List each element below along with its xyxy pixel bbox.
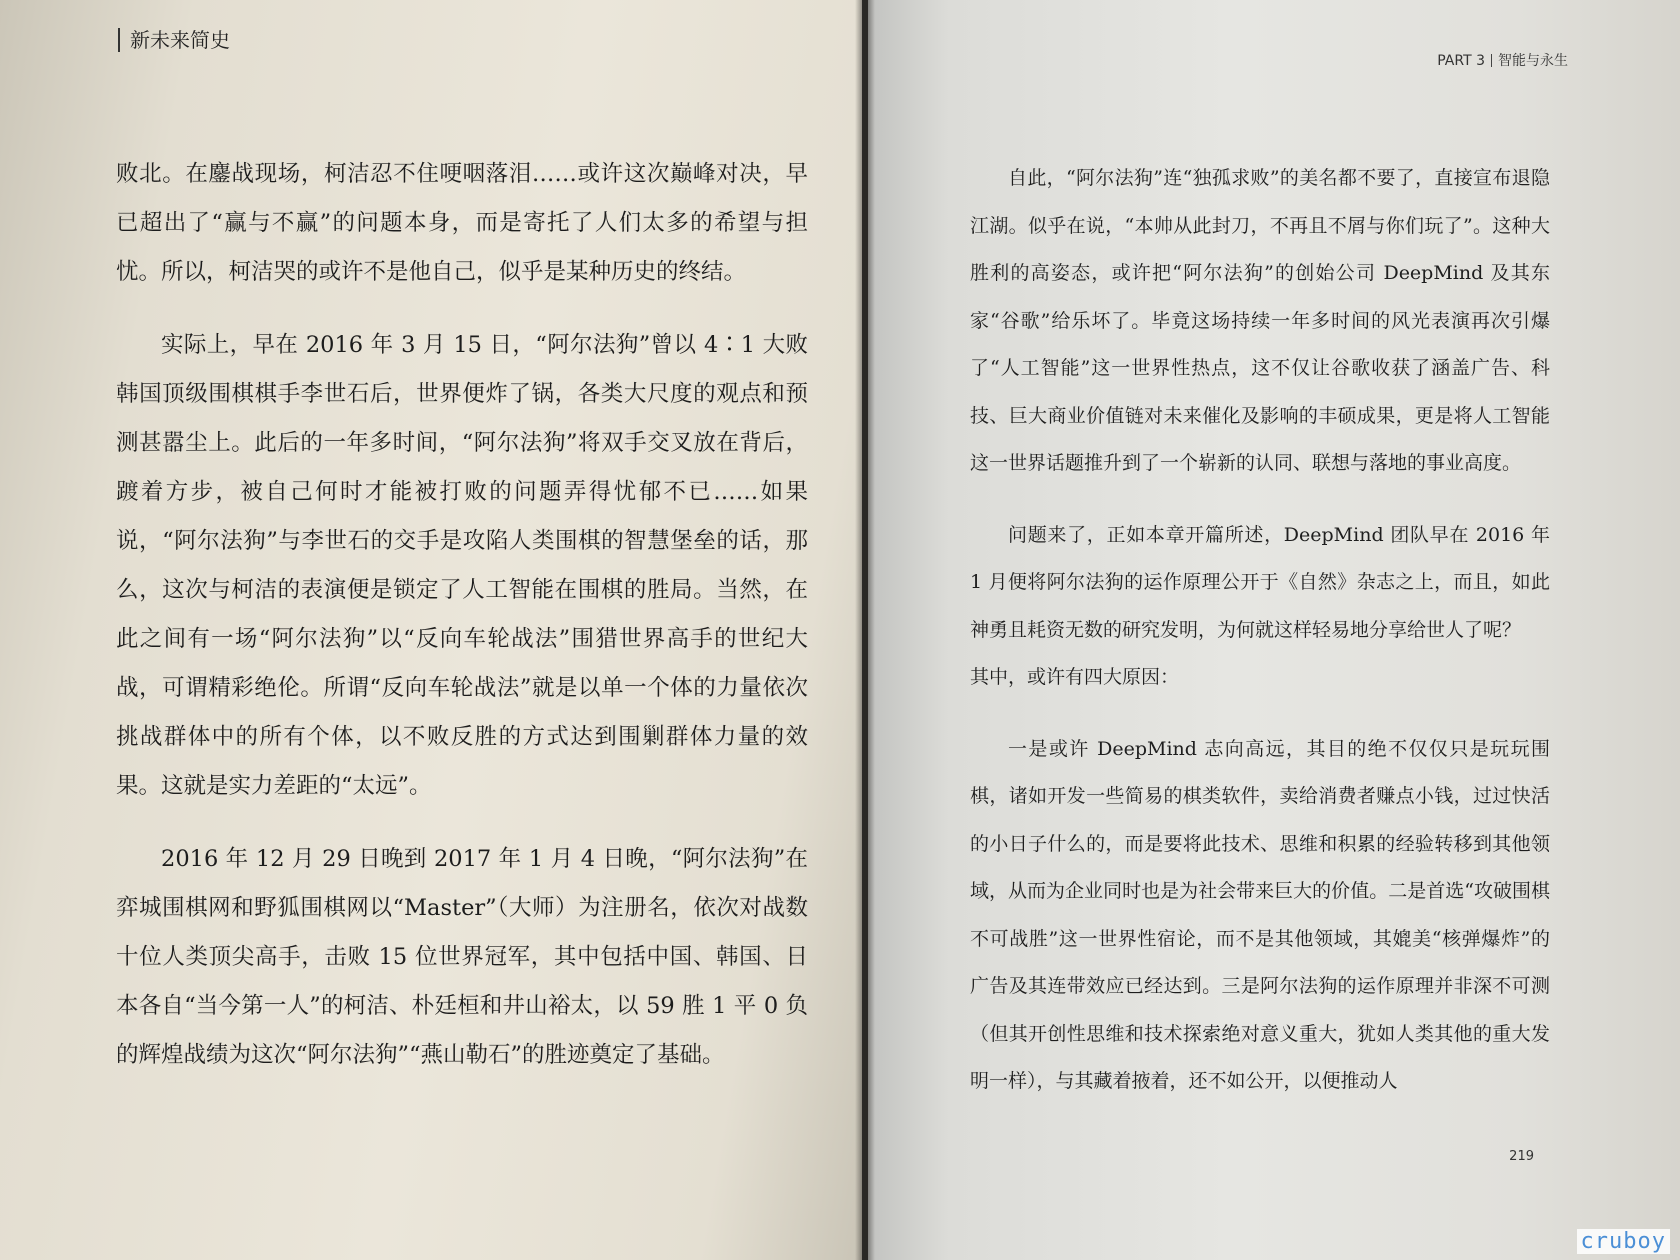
paragraph-2: 实际上，早在 2016 年 3 月 15 日，“阿尔法狗”曾以 4∶1 大败韩国顶级围棋棋手李世石后，世界便炸了锅，各类大尺度的观点和预测甚嚣尘上。此后的一年多时间，“阿尔法狗”将双手交叉放在背后，踱着方步，被自己何时才能被打败的问题弄得忧郁不已……如果说，“阿尔法狗”与李世石的交手是攻陷人类围棋的智慧堡垒的话，那么，这次与柯洁的表演便是锁定了人工智能在围棋的胜局。当然，在此之间有一场“阿尔法狗”以“反向车轮战法”围猎世界高手的世纪大战，可谓精彩绝伦。所谓“反向车轮战法”就是以单一个体的力量依次挑战群体中的所有个体，以不败反胜的方式达到围剿群体力量的效果。这就是实力差距的“太远”。 [116, 332, 808, 799]
paragraph-2: 问题来了，正如本章开篇所述，DeepMind 团队早在 2016 年 1 月便将阿尔法狗的运作原理公开于《自然》杂志之上，而且，如此神勇且耗资无数的研究发明，为何就这样轻易地分享给世人了呢？ [970, 523, 1550, 641]
right-page [868, 0, 1680, 1260]
header-divider [1491, 54, 1492, 67]
page-number: 219 [1509, 1149, 1534, 1164]
right-page-body [970, 155, 1550, 1106]
part-label: PART 3 [1437, 53, 1485, 69]
paragraph-1: 自此，“阿尔法狗”连“独孤求败”的美名都不要了，直接宣布退隐江湖。似乎在说，“本帅从此封刀，不再且不屑与你们玩了”。这种大胜利的高姿态，或许把“阿尔法狗”的创始公司 DeepMind 及其东家“谷歌”给乐坏了。毕竟这场持续一年多时间的风光表演再次引爆了“人工智能”这一世界性热点，这不仅让谷歌收获了涵盖广告、科技、巨大商业价值链对未来催化及影响的丰硕成果，更是将人工智能这一世界话题推升到了一个崭新的认同、联想与落地的事业高度。 [970, 167, 1550, 474]
paragraph-3: 其中，或许有四大原因： [970, 666, 1180, 688]
book-gutter [855, 0, 875, 1260]
watermark-text: cruboy [1577, 1229, 1670, 1254]
running-header-part [1437, 52, 1568, 70]
paragraph-4: 一是或许 DeepMind 志向高远，其目的绝不仅仅只是玩玩围棋，诸如开发一些简易的棋类软件，卖给消费者赚点小钱，过过快活的小日子什么的，而是要将此技术、思维和积累的经验转移到其他领域，从而为企业同时也是为社会带来巨大的价值。二是首选“攻破围棋不可战胜”这一世界性宿论，而不是其他领域，其媲美“核弹爆炸”的广告及其连带效应已经达到。三是阿尔法狗的运作原理并非深不可测（但其开创性思维和技术探索绝对意义重大，犹如人类其他的重大发明一样），与其藏着掖着，还不如公开，以便推动人 [970, 737, 1550, 1092]
part-title: 智能与永生 [1498, 53, 1568, 69]
running-header-book-title: 新未来简史 [118, 28, 230, 52]
paragraph-1: 败北。在鏖战现场，柯洁忍不住哽咽落泪……或许这次巅峰对决，早已超出了“赢与不赢”的问题本身，而是寄托了人们太多的希望与担忧。所以，柯洁哭的或许不是他自己，似乎是某种历史的终结。 [116, 161, 808, 285]
left-page-body [116, 150, 808, 1080]
paragraph-3: 2016 年 12 月 29 日晚到 2017 年 1 月 4 日晚，“阿尔法狗”在弈城围棋网和野狐围棋网以“Master”（大师）为注册名，依次对战数十位人类顶尖高手，击败 15 位世界冠军，其中包括中国、韩国、日本各自“当今第一人”的柯洁、朴廷桓和井山裕太，以 59 胜 1 平 0 负的辉煌战绩为这次“阿尔法狗”“燕山勒石”的胜迹奠定了基础。 [116, 846, 808, 1068]
